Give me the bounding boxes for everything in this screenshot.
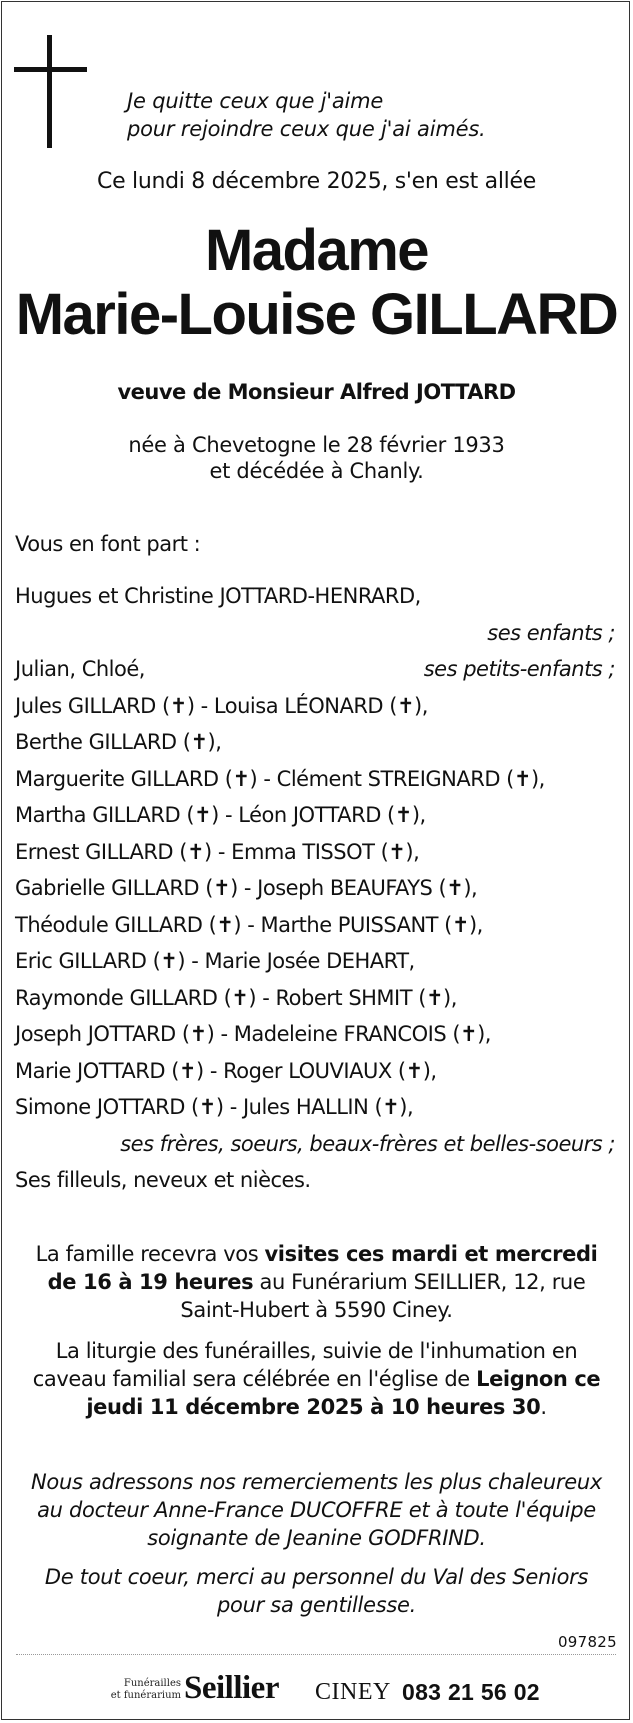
- deceased-name: Marie-Louise GILLARD: [15, 282, 618, 347]
- thanks-paragraph-1: Nous adressons nos remerciements les plus chaleureux au docteur Anne-France DUCOFFRE et à toute l'équipe soignante de Jeanine GODFRIND.: [30, 1470, 602, 1550]
- funeral-home-phone: 083 21 56 02: [402, 1679, 540, 1705]
- sibling-row: Joseph JOTTARD (✝) - Madeleine FRANCOIS (✝),: [15, 1022, 491, 1046]
- sibling-row: Jules GILLARD (✝) - Louisa LÉONARD (✝),: [15, 693, 428, 718]
- visits-location: au Funérarium SEILLIER, 12, rue Saint-Hubert à 5590 Ciney.: [180, 1270, 586, 1322]
- reference-number: 097825: [557, 1633, 617, 1651]
- sibling-row: Raymonde GILLARD (✝) - Robert SHMIT (✝),: [15, 985, 457, 1010]
- family-list: [15, 578, 615, 1199]
- visits-paragraph: [22, 1240, 611, 1324]
- sibling-row: Eric GILLARD (✝) - Marie Josée DEHART,: [15, 949, 415, 973]
- funeral-home-brand: Seillier: [184, 1670, 279, 1706]
- sibling-row: Berthe GILLARD (✝),: [15, 730, 222, 754]
- death-place-line: et décédée à Chanly.: [209, 459, 424, 483]
- spouse-line: veuve de Monsieur Alfred JOTTARD: [117, 380, 516, 404]
- footer-divider: [16, 1654, 616, 1655]
- grandchildren-names: Julian, Chloé,: [15, 657, 145, 681]
- announcement-intro: Vous en font part :: [15, 532, 201, 556]
- funeral-home-label: [111, 1678, 181, 1702]
- funeral-text-end: .: [540, 1395, 547, 1419]
- visits-times: visites ces mardi et mercredi de 16 à 19 heures: [47, 1242, 598, 1294]
- funeral-paragraph: [22, 1337, 611, 1421]
- funeral-home-city: CINEY: [315, 1679, 391, 1705]
- quote-line-2: pour rejoindre ceux que j'ai aimés.: [127, 117, 486, 141]
- announcement-intro-block: [15, 526, 615, 563]
- epigraph-quote: [127, 87, 597, 143]
- sibling-row: Martha GILLARD (✝) - Léon JOTTARD (✝),: [15, 803, 426, 827]
- funeral-home-footer: [0, 1664, 633, 1714]
- sibling-row: Simone JOTTARD (✝) - Jules HALLIN (✝),: [15, 1095, 414, 1119]
- birth-line: née à Chevetogne le 28 février 1933: [128, 433, 505, 457]
- children-role: ses enfants ;: [487, 620, 615, 645]
- children-role-row: [15, 615, 615, 652]
- thanks-paragraph-2: De tout coeur, merci au personnel du Val des Seniors pour sa gentillesse.: [44, 1565, 589, 1617]
- sibling-row: Marie JOTTARD (✝) - Roger LOUVIAUX (✝),: [15, 1058, 437, 1083]
- sibling-row: Théodule GILLARD (✝) - Marthe PUISSANT (✝),: [15, 912, 483, 937]
- sibling-row: Gabrielle GILLARD (✝) - Joseph BEAUFAYS (✝),: [15, 876, 478, 900]
- deceased-title: Madame: [204, 218, 429, 283]
- death-intro: Ce lundi 8 décembre 2025, s'en est allée: [97, 169, 536, 194]
- sibling-row: Ernest GILLARD (✝) - Emma TISSOT (✝),: [15, 839, 420, 864]
- quote-line-1: Je quitte ceux que j'aime: [127, 89, 384, 113]
- others-line: Ses filleuls, neveux et nièces.: [15, 1168, 311, 1192]
- children-names: Hugues et Christine JOTTARD-HENRARD,: [15, 584, 421, 608]
- visits-text-1: La famille recevra vos: [35, 1242, 265, 1266]
- funeral-date: Leignon ce jeudi 11 décembre 2025 à 10 heures 30: [86, 1367, 601, 1419]
- sibling-row: Marguerite GILLARD (✝) - Clément STREIGNARD (✝),: [15, 766, 545, 791]
- label-line-2: et funérarium: [110, 1690, 181, 1701]
- funeral-text-1: La liturgie des funérailles, suivie de l'inhumation en caveau familial sera célébrée en l'église de: [32, 1339, 578, 1391]
- grandchildren-row: [15, 651, 615, 688]
- siblings-role: ses frères, soeurs, beaux-frères et belles-soeurs ;: [120, 1131, 615, 1156]
- label-line-1: Funérailles: [123, 1678, 181, 1689]
- grandchildren-role: ses petits-enfants ;: [423, 657, 615, 681]
- siblings-role-row: [15, 1126, 615, 1163]
- birth-death-info: [0, 432, 633, 484]
